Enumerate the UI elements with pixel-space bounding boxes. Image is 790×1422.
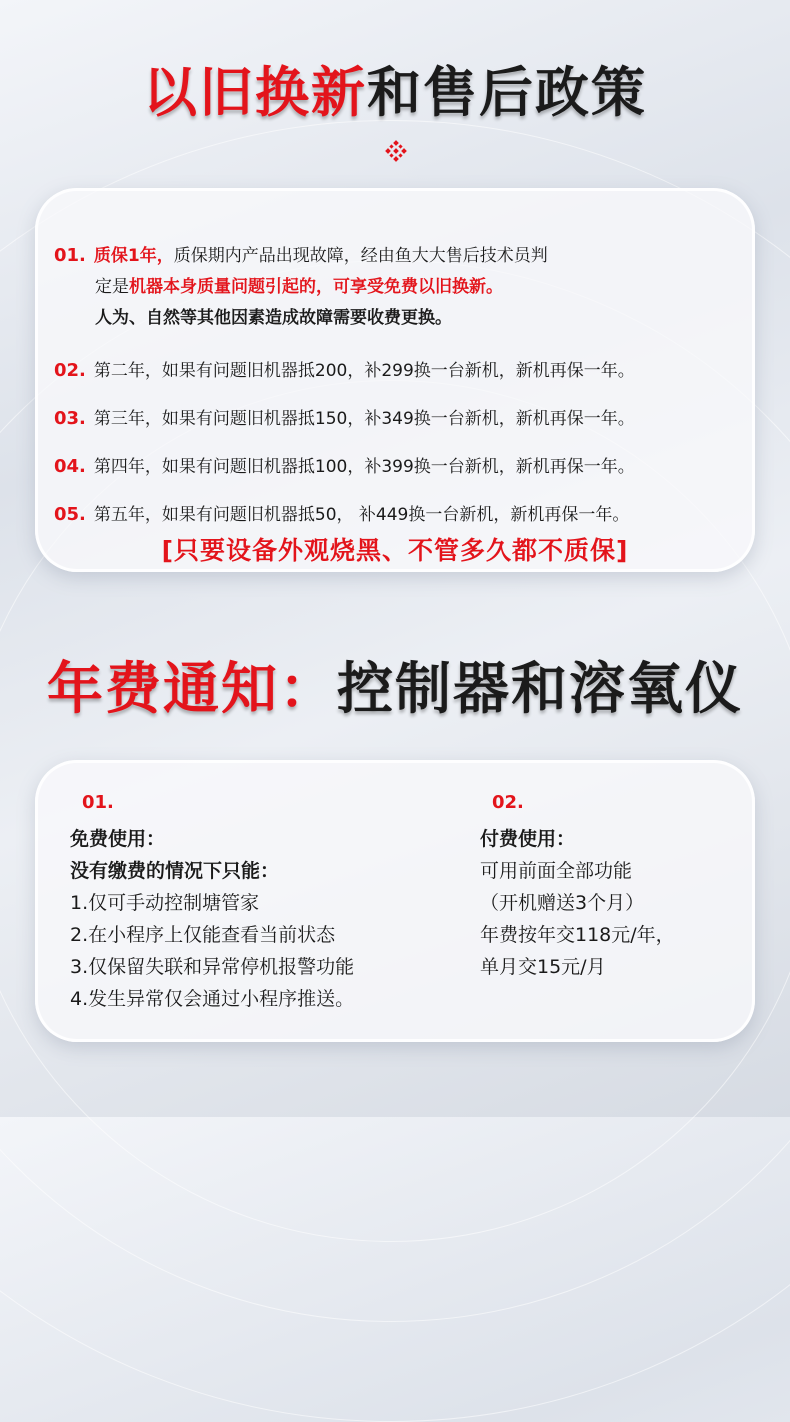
plan-number: 02. <box>492 792 524 813</box>
fee-notice-title-dark: 控制器和溶氧仪 <box>337 657 743 722</box>
policy-text: 质保期内产品出现故障，经由鱼大大售后技术员判 <box>173 246 548 266</box>
policy-text: 第四年，如果有问题旧机器抵100，补399换一台新机，新机再保一年。 <box>93 457 635 477</box>
policy-text: 第五年，如果有问题旧机器抵50， 补449换一台新机，新机再保一年。 <box>93 505 630 525</box>
policy-text: 定是 <box>95 277 129 297</box>
policy-text: 第三年，如果有问题旧机器抵150，补349换一台新机，新机再保一年。 <box>93 409 635 429</box>
page-title <box>0 50 790 127</box>
paid-plan-heading: 付费使用： <box>480 828 576 850</box>
policy-item-number: 04. <box>54 456 86 477</box>
free-plan-limit: 4.发生异常仅会通过小程序推送。 <box>70 988 355 1010</box>
plan-number: 01. <box>82 792 114 813</box>
policy-item-number: 05. <box>54 504 86 525</box>
free-plan-limit: 1.仅可手动控制塘管家 <box>70 892 260 914</box>
policy-item-3 <box>54 404 635 429</box>
policy-item-1-line-2 <box>95 272 548 303</box>
page-title-red: 以旧换新 <box>143 61 367 124</box>
fee-notice-title-red: 年费通知： <box>47 657 337 722</box>
policy-highlight: 机器本身质量问题引起的，可享受免费以旧换新。 <box>129 277 503 297</box>
paid-plan-detail: （开机赠送3个月） <box>480 892 645 914</box>
free-plan-subheading: 没有缴费的情况下只能： <box>70 860 280 882</box>
policy-item-1-line-1 <box>54 240 548 272</box>
policy-text: 第二年，如果有问题旧机器抵200，补299换一台新机，新机再保一年。 <box>93 361 635 381</box>
free-plan-heading: 免费使用： <box>70 828 166 850</box>
fee-notice-title <box>0 645 790 725</box>
policy-item-1 <box>54 240 548 334</box>
diamond-ornament-icon <box>385 140 407 162</box>
policy-item-number: 02. <box>54 360 86 381</box>
policy-item-4 <box>54 452 635 477</box>
policy-text: 人为、自然等其他因素造成故障需要收费更换。 <box>95 308 452 328</box>
free-plan-limit: 2.在小程序上仅能查看当前状态 <box>70 924 336 946</box>
free-plan-limit: 3.仅保留失联和异常停机报警功能 <box>70 956 355 978</box>
paid-plan-detail: 可用前面全部功能 <box>480 860 633 882</box>
policy-item-5 <box>54 500 629 525</box>
policy-item-number: 01. <box>54 245 86 266</box>
policy-item-1-line-3 <box>95 303 548 334</box>
paid-plan-price: 单月交15元/月 <box>480 956 606 978</box>
paid-plan-column <box>480 787 675 983</box>
policy-highlight: 质保1年， <box>93 246 174 266</box>
warranty-exclusion-warning: [只要设备外观烧黑、不管多久都不质保] <box>161 536 629 565</box>
free-plan-column <box>70 787 354 1015</box>
paid-plan-price: 年费按年交118元/年， <box>480 924 675 946</box>
policy-item-2 <box>54 356 635 381</box>
page-title-dark: 和售后政策 <box>367 61 647 124</box>
policy-item-number: 03. <box>54 408 86 429</box>
